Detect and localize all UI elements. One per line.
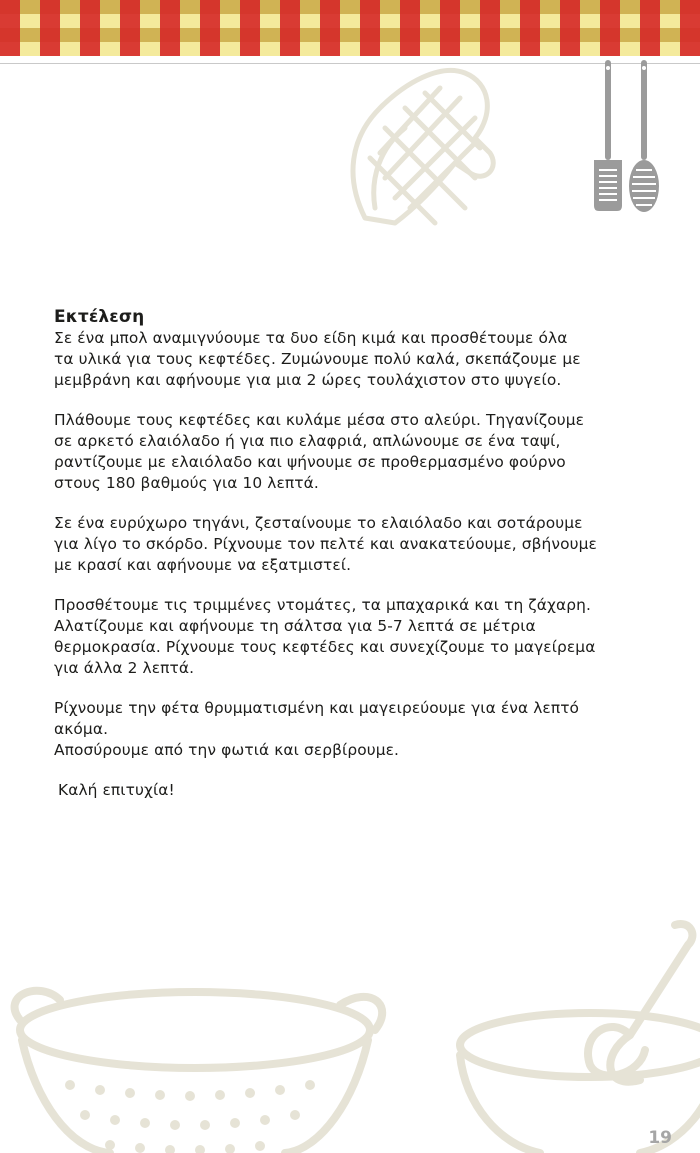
paragraph-mixing [54, 328, 634, 391]
paragraph-frying [54, 410, 634, 494]
text-line: Αποσύρουμε από την φωτιά και σερβίρουμε. [54, 741, 400, 759]
page-number: 19 [648, 1128, 672, 1148]
paragraph-finish [54, 698, 634, 761]
text-line: μεμβράνη και αφήνουμε για μια 2 ώρες τουλάχιστον στο ψυγείο. [54, 371, 562, 389]
text-line: ραντίζουμε με ελαιόλαδο και ψήνουμε σε προθερμασμένο φούρνο [54, 453, 566, 471]
text-line: θερμοκρασία. Ρίχνουμε τους κεφτέδες και συνεχίζουμε το μαγείρεμα [54, 638, 596, 656]
recipe-method [54, 306, 634, 801]
colander-icon [0, 960, 400, 1153]
text-line: τα υλικά για τους κεφτέδες. Ζυμώνουμε πολύ καλά, σκεπάζουμε με [54, 350, 581, 368]
text-line: στους 180 βαθμούς για 10 λεπτά. [54, 474, 319, 492]
checkered-header-band [0, 0, 700, 56]
section-heading: Εκτέλεση [54, 307, 145, 327]
text-line: Ρίχνουμε την φέτα θρυμματισμένη και μαγειρεύουμε για ένα λεπτό [54, 699, 580, 717]
text-line: με κρασί και αφήνουμε να εξατμιστεί. [54, 556, 352, 574]
signoff: Καλή επιτυχία! [58, 781, 175, 799]
oven-mitt-icon [325, 58, 515, 228]
text-line: Προσθέτουμε τις τριμμένες ντομάτες, τα μπαχαρικά και τη ζάχαρη. [54, 596, 591, 614]
text-line: ακόμα. [54, 720, 109, 738]
text-line: σε αρκετό ελαιόλαδο ή για πιο ελαφριά, απλώνουμε σε ένα ταψί, [54, 432, 561, 450]
paragraph-tomatoes [54, 595, 634, 679]
paragraph-sauce-base [54, 513, 634, 576]
spatula-icon [588, 58, 628, 216]
text-line: Σε ένα μπολ αναμιγνύουμε τα δυο είδη κιμά και προσθέτουμε όλα [54, 329, 568, 347]
text-line: για άλλα 2 λεπτά. [54, 659, 195, 677]
text-line: για λίγο το σκόρδο. Ρίχνουμε τον πελτέ και ανακατεύουμε, σβήνουμε [54, 535, 597, 553]
text-line: Πλάθουμε τους κεφτέδες και κυλάμε μέσα στο αλεύρι. Τηγανίζουμε [54, 411, 585, 429]
slotted-spoon-icon [624, 58, 664, 216]
text-line: Σε ένα ευρύχωρο τηγάνι, ζεσταίνουμε το ελαιόλαδο και σοτάρουμε [54, 514, 583, 532]
mixing-bowl-whisk-icon [440, 905, 700, 1153]
text-line: Αλατίζουμε και αφήνουμε τη σάλτσα για 5-7 λεπτά σε μέτρια [54, 617, 536, 635]
